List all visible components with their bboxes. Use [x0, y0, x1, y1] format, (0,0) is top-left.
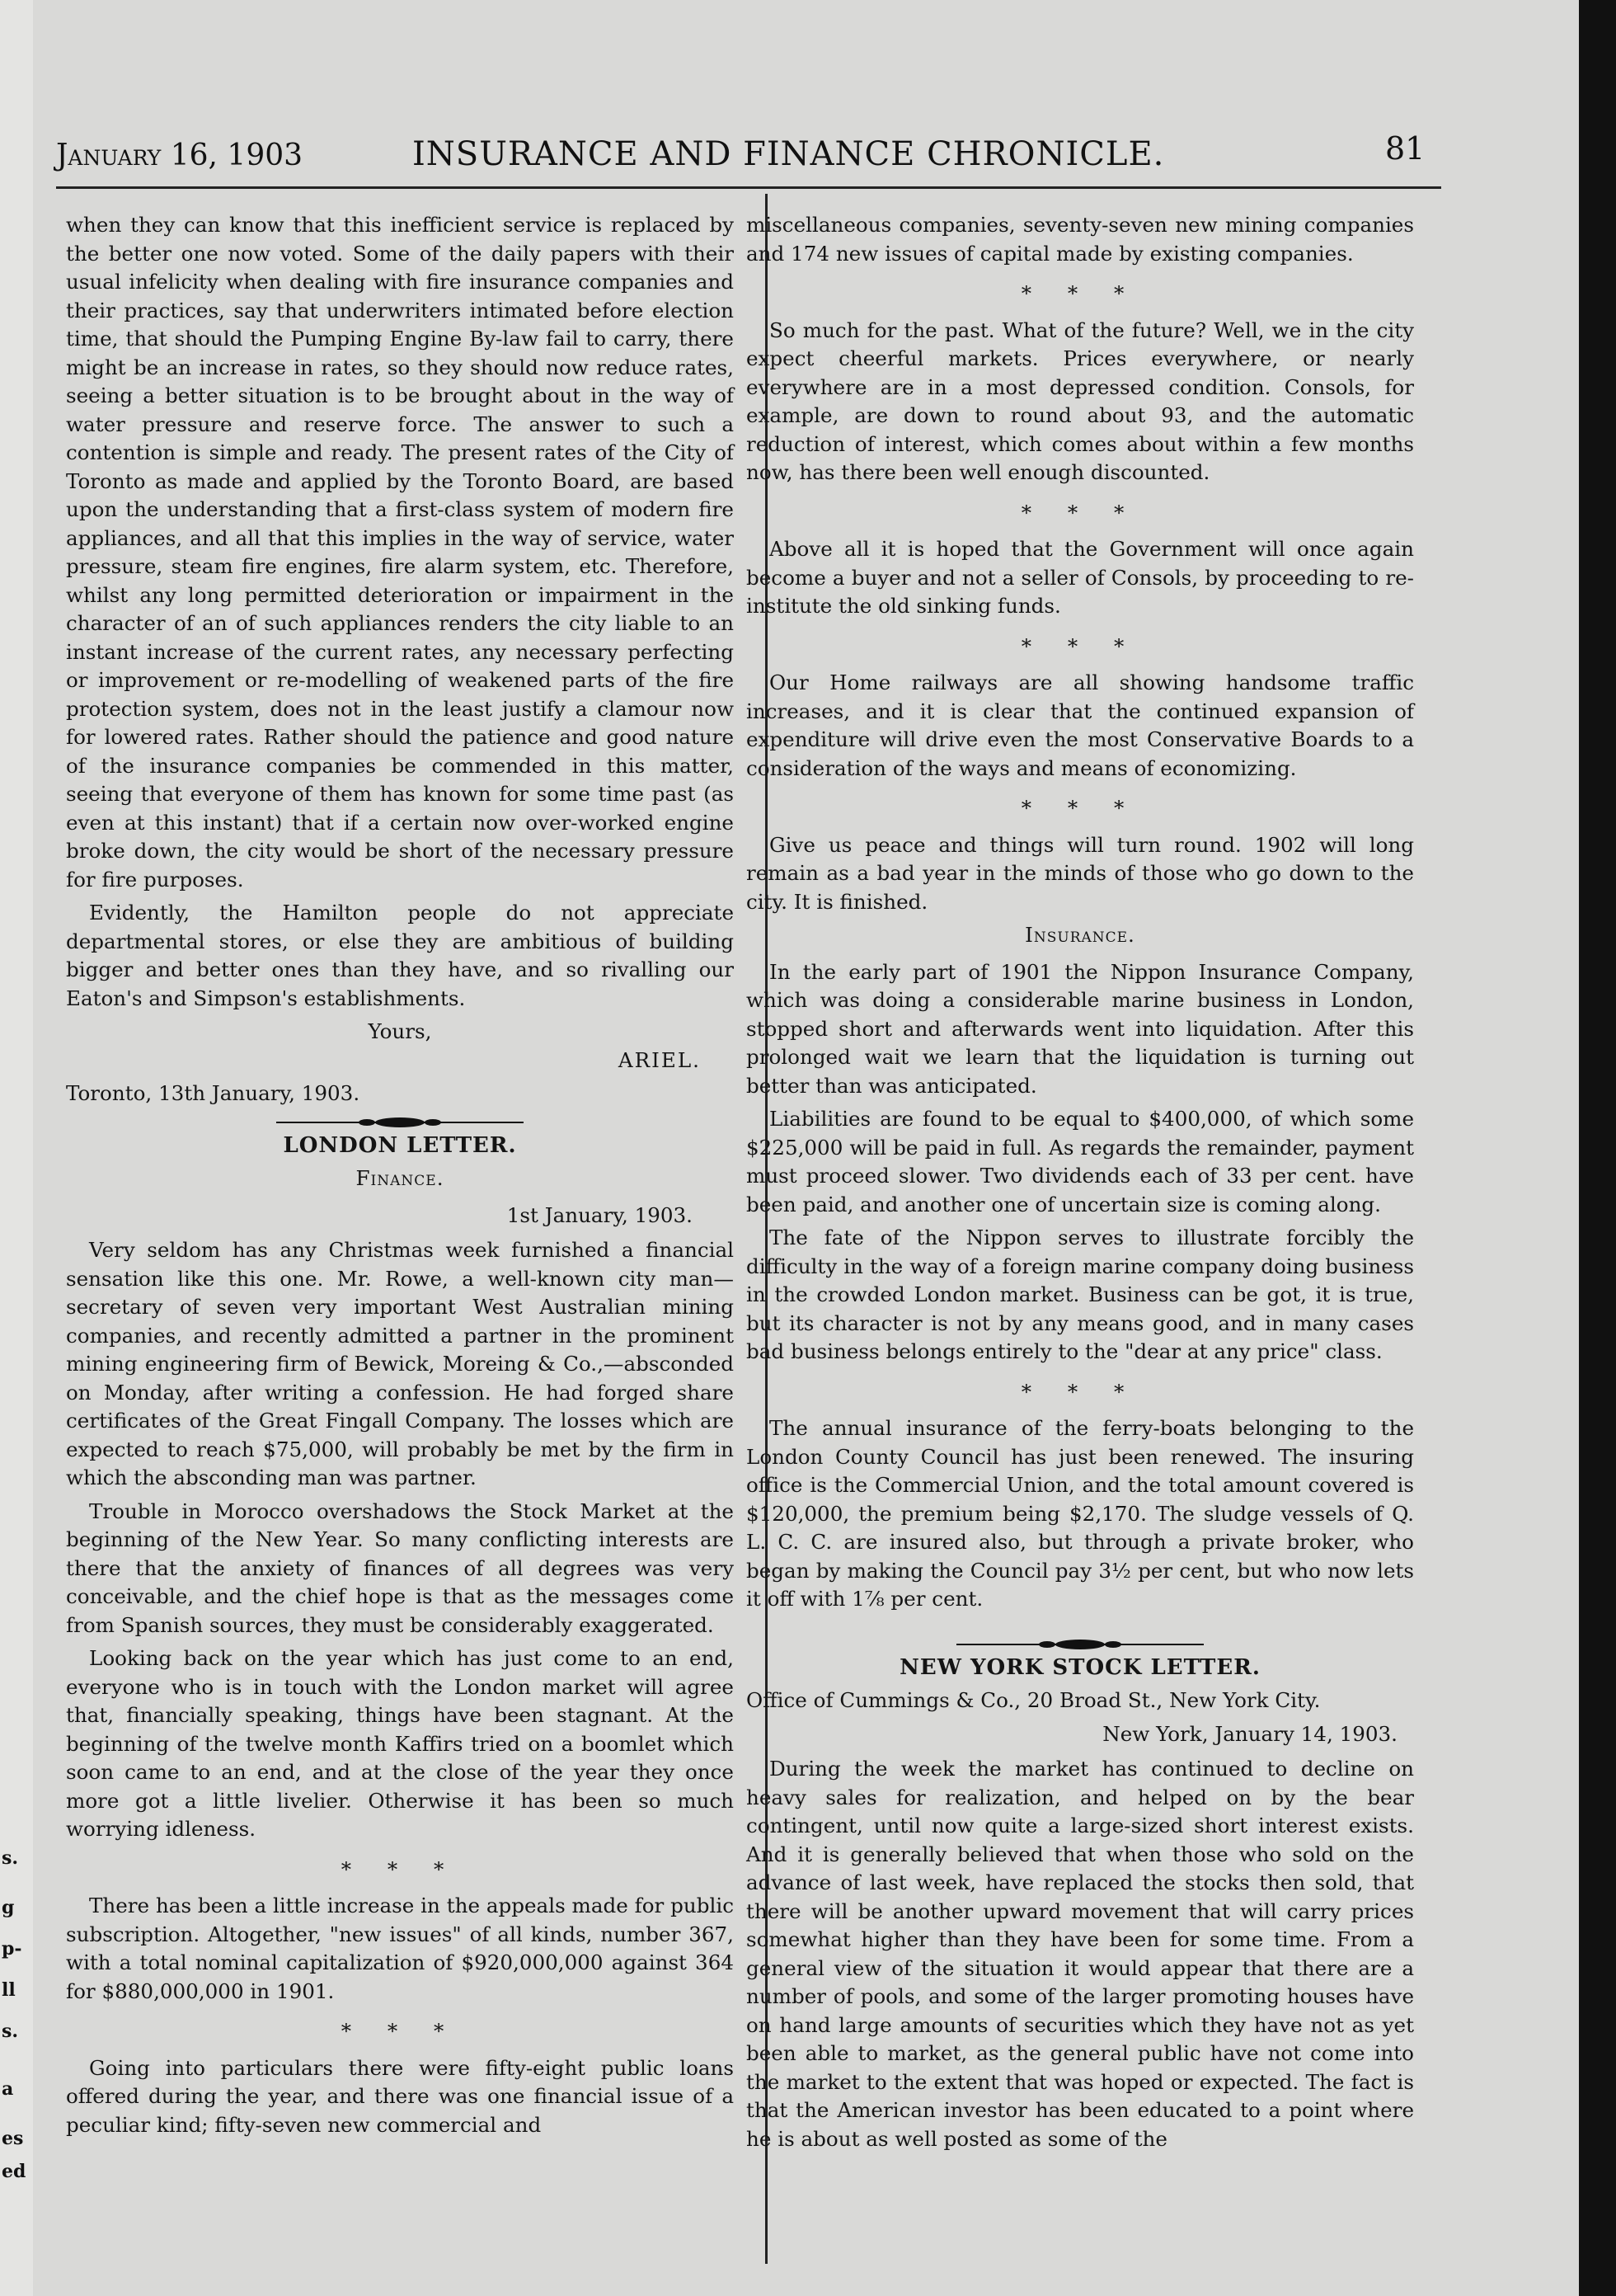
section-stars: * * *: [1021, 796, 1139, 820]
subheading-insurance: Insurance.: [1025, 923, 1135, 947]
paragraph: So much for the past. What of the future? Well, we in the city expect cheerful markets. Prices everywhere, or nearly everywhere are in a most depressed condition. Consols, for example, are down to round about 93, and the automatic reduction of interest, which comes about within a few months now, has there been well enough discounted.: [746, 318, 1414, 484]
margin-fragment: g: [2, 1897, 15, 1918]
paragraph: when they can know that this inefficient service is replaced by the better one now voted. Some of the daily papers with their usual infelicity when dealing with fire insurance companies and their practices, say that underwriters intimated before election time, that should the Pumping Engine By-law fail to carry, there might be an increase in rates, so they should now reduce rates, seeing a better situation is to be brought about in the way of water pressure and reserve force. The answer to such a contention is simple and ready. The present rates of the City of Toronto as made and applied by the Toronto Board, are based upon the understanding that a first-class system of modern fire appliances, and all that this implies in the way of service, water pressure, steam fire engines, fire alarm system, etc. Therefore, whilst any long permitted deterioration or impairment in the character of an of such appliances renders the city liable to an instant increase of the current rates, any necessary perfecting or improvement or re-modelling of weakened parts of the fire protection system, does not in the least justify a clamour now for lowered rates. Rather should the patience and good nature of the insurance companies be commended in this matter, seeing that everyone of them has known for some time past (as even at this instant) that if a certain now over-worked engine broke down, the city would be short of the necessary pressure for fire purposes.: [66, 213, 734, 892]
section-stars: * * *: [1021, 633, 1139, 658]
office-address: Office of Cummings & Co., 20 Broad St., New York City.: [746, 1688, 1321, 1712]
margin-fragment: s.: [2, 1847, 19, 1869]
paragraph: Evidently, the Hamilton people do not appreciate departmental stores, or else they are ambitious of building bigger and better ones than they have, and so rivalling our Eaton's and Simpson's establishments.: [66, 901, 734, 1010]
paragraph: Above all it is hoped that the Government will once again become a buyer and not a seller of Consols, by proceeding to re-institute the old sinking funds.: [746, 537, 1414, 618]
signature: ARIEL.: [618, 1047, 701, 1072]
publication-title: INSURANCE AND FINANCE CHRONICLE.: [412, 135, 1165, 173]
subheading-finance: Finance.: [355, 1166, 444, 1190]
section-stars: * * *: [1021, 1379, 1139, 1404]
paragraph: Give us peace and things will turn round. 1902 will long remain as a bad year in the minds of those who go down to the city. It is finished.: [746, 832, 1414, 914]
page-number: 81: [1385, 130, 1426, 167]
newspaper-page: [33, 0, 1579, 2296]
paragraph: Looking back on the year which has just come to an end, everyone who is in touch with the London market will agree that, financially speaking, things have been stagnant. At the beginning of the twelve month Kaffirs tried on a boomlet which soon came to an end, and at the close of the year they once more got a little livelier. Otherwise it has been so much worrying idleness.: [66, 1646, 734, 1841]
paragraph: There has been a little increase in the appeals made for public subscription. Altogether, "new issues" of all kinds, number 367, with a total nominal capitalization of $920,000,000 against 364 for $880,000,000 in 1901.: [66, 1894, 734, 2003]
adjacent-page-margin: [0, 0, 33, 2296]
issue-date: January 16, 1903: [56, 139, 303, 172]
section-stars: * * *: [341, 1856, 459, 1881]
margin-fragment: s.: [2, 2021, 19, 2042]
page-header: [33, 124, 1579, 173]
paragraph: Going into particulars there were fifty-eight public loans offered during the year, and there was one financial issue of a peculiar kind; fifty-seven new commercial and: [66, 2055, 734, 2137]
paragraph: Very seldom has any Christmas week furnished a financial sensation like this one. Mr. Rowe, a well-known city man—secretary of seven very important West Australian mining companies, and recently admitted a partner in the prominent mining engineering firm of Bewick, Moreing & Co.,—absconded on Monday, after writing a confession. He had forged share certificates of the Great Fingall Company. The losses which are expected to reach $75,000, will probably be met by the firm in which the absconding man was partner.: [66, 1238, 734, 1489]
paragraph: Our Home railways are all showing handsome traffic increases, and it is clear that the continued expansion of expenditure will drive even the most Conservative Boards to a consideration of the ways and means of economizing.: [746, 670, 1414, 780]
section-heading-new-york: NEW YORK STOCK LETTER.: [900, 1654, 1261, 1680]
ornament-divider: [276, 1117, 524, 1128]
section-stars: * * *: [1021, 281, 1139, 305]
closing-yours: Yours,: [368, 1019, 432, 1043]
dateline: Toronto, 13th January, 1903.: [66, 1081, 360, 1105]
margin-fragment: p-: [2, 1938, 22, 1960]
ornament-divider: [956, 1639, 1204, 1650]
scan-border: [1579, 0, 1616, 2296]
letter-date: New York, January 14, 1903.: [1102, 1721, 1398, 1746]
paragraph: The annual insurance of the ferry-boats belonging to the London County Council has just been renewed. The insuring office is the Commercial Union, and the total amount covered is $120,000, the premium being $2,170. The sludge vessels of Q. L. C. C. are insured also, but through a private broker, who began by making the Council pay 3½ per cent, but who now lets it off with 1⅞ per cent.: [746, 1416, 1414, 1611]
paragraph: miscellaneous companies, seventy-seven new mining companies and 174 new issues of capital made by existing companies.: [746, 213, 1414, 266]
margin-fragment: a: [2, 2078, 14, 2100]
paragraph: During the week the market has continued to decline on heavy sales for realization, and helped on by the bear contingent, until now quite a large-sized short interest exists. And it is generally believed that when those who sold on the advance of last week, have replaced the stocks then sold, that there will be another upward movement that will carry prices somewhat higher than they have been for some time. From a general view of the situation it would appear that there are a number of pools, and some of the larger promoting houses have on hand large amounts of securities which they have not as yet been able to market, as the general public have not come into the market to the extent that was hoped or expected. The fact is that the American investor has been educated to a point where he is about as well posted as some of the: [746, 1757, 1414, 2151]
left-column: [66, 211, 734, 2144]
paragraph: Liabilities are found to be equal to $400,000, of which some $225,000 will be paid in full. As regards the remainder, payment must proceed slower. Two dividends each of 33 per cent. have been paid, and another one of uncertain size is coming along.: [746, 1107, 1414, 1216]
paragraph: In the early part of 1901 the Nippon Insurance Company, which was doing a considerable marine business in London, stopped short and afterwards went into liquidation. After this prolonged wait we learn that the liquidation is turning out better than was anticipated.: [746, 959, 1414, 1098]
margin-fragment: ed: [2, 2161, 26, 2182]
margin-fragment: es: [2, 2128, 24, 2149]
header-rule: [56, 186, 1441, 189]
section-stars: * * *: [1021, 500, 1139, 525]
paragraph: Trouble in Morocco overshadows the Stock Market at the beginning of the New Year. So many conflicting interests are there that the anxiety of finances of all degrees was very conceivable, and the chief hope is that as the messages come from Spanish sources, they must be considerably exaggerated.: [66, 1499, 734, 1637]
margin-fragment: ll: [2, 1979, 16, 2001]
right-column: [746, 211, 1414, 2158]
section-stars: * * *: [341, 2019, 459, 2043]
section-heading-london: LONDON LETTER.: [283, 1132, 517, 1158]
paragraph: The fate of the Nippon serves to illustrate forcibly the difficulty in the way of a foreign marine company doing business in the crowded London market. Business can be got, it is true, but its character is not by any means good, and in many cases bad business belongs entirely to the "dear at any price" class.: [746, 1226, 1414, 1363]
letter-date: 1st January, 1903.: [506, 1202, 693, 1227]
